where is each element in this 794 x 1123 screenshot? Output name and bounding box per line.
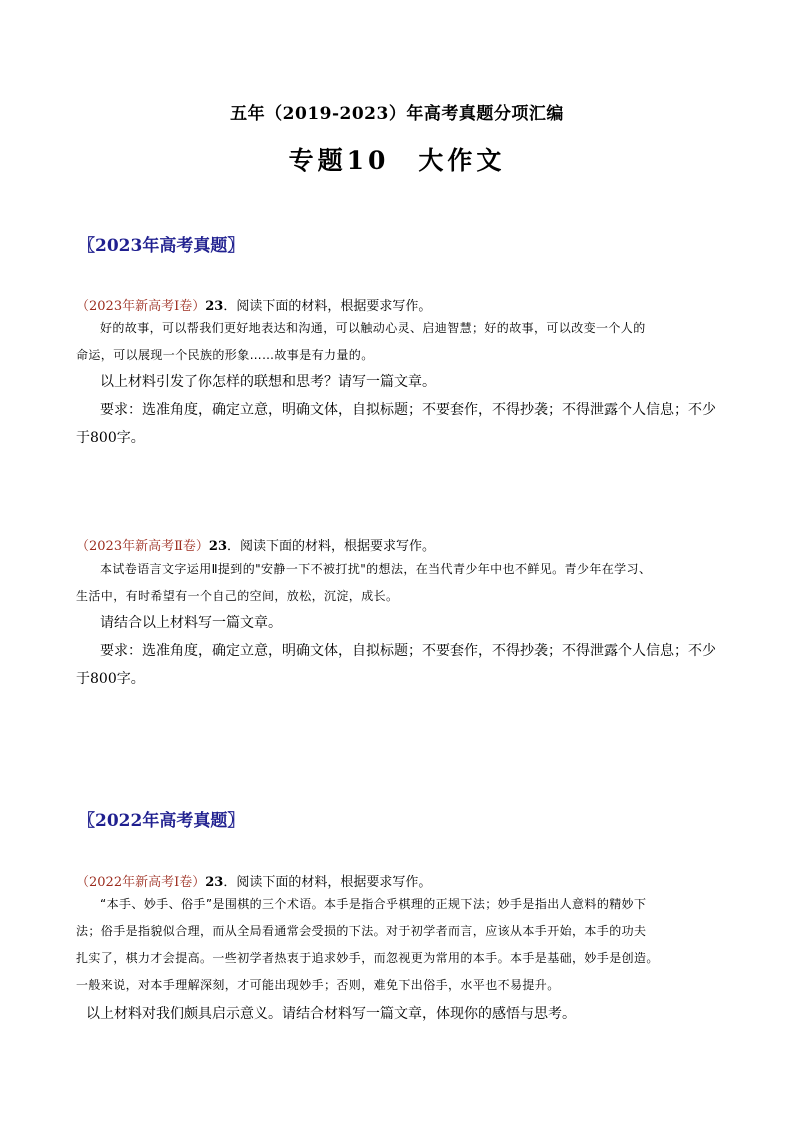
material-line: 一般来说，对本手理解深刻，才可能出现妙手；否则，难免下出俗手，水平也不易提升。 bbox=[76, 978, 560, 992]
document-subtitle: 专题10 大作文 bbox=[288, 146, 506, 175]
section-heading-2022: 〖2022年高考真题〗 bbox=[78, 811, 245, 831]
material-line: 本试卷语言文字运用Ⅱ提到的"安静一下不被打扰"的想法，在当代青少年中也不鲜见。青少年在学习、 bbox=[100, 562, 652, 576]
material-line: 命运，可以展现一个民族的形象……故事是有力量的。 bbox=[76, 348, 374, 362]
material-line: 法；俗手是指貌似合理，而从全局看通常会受损的下法。对于初学者而言，应该从本手开始，本手的功夫 bbox=[76, 924, 647, 938]
material-line: 生活中，有时希望有一个自己的空间，放松，沉淀，成长。 bbox=[76, 589, 399, 603]
question-instruction: ．阅读下面的材料，根据要求写作。 bbox=[223, 299, 432, 314]
material-line: “本手、妙手、俗手”是围棋的三个术语。本手是指合乎棋理的正规下法；妙手是指出人意料的精妙下 bbox=[100, 897, 647, 911]
requirement-line: 于800字。 bbox=[76, 671, 145, 687]
question-source: （2023年新高考Ⅰ卷） bbox=[76, 299, 206, 314]
question-header bbox=[76, 535, 435, 554]
question-number: 23 bbox=[208, 539, 228, 554]
question-instruction: ．阅读下面的材料，根据要求写作。 bbox=[223, 875, 432, 890]
task-line: 以上材料对我们颇具启示意义。请结合材料写一篇文章，体现你的感悟与思考。 bbox=[86, 1006, 576, 1022]
section-heading-2023: 〖2023年高考真题〗 bbox=[78, 236, 245, 256]
question-number: 23 bbox=[205, 875, 224, 890]
material-line: 好的故事，可以帮我们更好地表达和沟通，可以触动心灵、启迪智慧；好的故事，可以改变一个人的 bbox=[100, 321, 646, 335]
question-source: （2023年新高考Ⅱ卷） bbox=[76, 539, 209, 554]
material-line: 扎实了，棋力才会提高。一些初学者热衷于追求妙手，而忽视更为常用的本手。本手是基础，妙手是创造。 bbox=[76, 951, 659, 965]
question-source: （2022年新高考Ⅰ卷） bbox=[76, 875, 206, 890]
task-line: 请结合以上材料写一篇文章。 bbox=[100, 615, 282, 631]
question-number: 23 bbox=[205, 299, 224, 314]
document-title: 五年（2019-2023）年高考真题分项汇编 bbox=[230, 104, 564, 124]
requirement-line: 要求：选准角度，确定立意，明确文体，自拟标题；不要套作，不得抄袭；不得泄露个人信息；不少 bbox=[100, 643, 716, 659]
question-header bbox=[76, 295, 431, 314]
task-line: 以上材料引发了你怎样的联想和思考？请写一篇文章。 bbox=[100, 374, 436, 390]
question-header bbox=[76, 871, 431, 890]
requirement-line: 于800字。 bbox=[76, 430, 145, 446]
requirement-line: 要求：选准角度，确定立意，明确文体，自拟标题；不要套作，不得抄袭；不得泄露个人信息；不少 bbox=[100, 402, 716, 418]
question-instruction: ．阅读下面的材料，根据要求写作。 bbox=[227, 539, 436, 554]
